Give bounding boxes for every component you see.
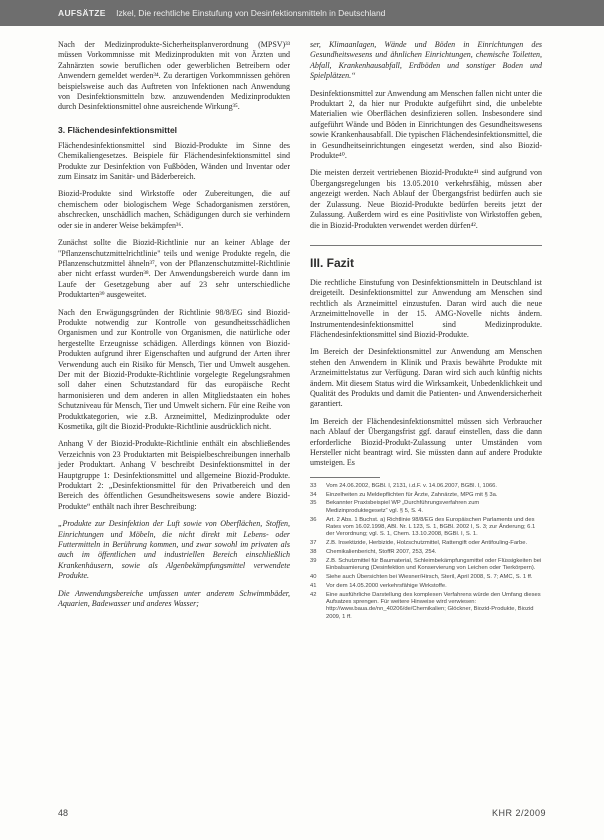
body-paragraph: Die meisten derzeit vertriebenen Biozid-Produkte⁴¹ sind aufgrund von Übergangsregelungen bis 13.05.2010 verkehrsfähig, müssen aber angezeigt werden. Nach Ablauf der Übergangsfrist bedürfen auch sie der Zulassung. Neue Biozid-Produkte bedürfen bereits jetzt der Zulassung. Außerdem wird es eine Positivliste von Wirkstoffen geben, die in Biozid-Produkten verwendet werden dürfen⁴². [310, 168, 542, 230]
footnote-text: Art. 2 Abs. 1 Buchst. a) Richtlinie 98/8/EG des Europäischen Parlaments und des Rates vom 16.02.1998, ABl. Nr. L 123, S. 1, BGBl. 2002 I, S. 3; zur Änderung; 6.1 der Verordnung; vgl. S. 1, Chem. 13.10.2008, BGBl. I, S. 1. [326, 516, 536, 538]
footnote-text: Z.B. Schutzmittel für Baumaterial, Schleimbekämpfungsmittel oder Flüssigkeiten bei Einbalsamierung (Desinfektion und Konservierung von Leichen oder Tierkörpern). [326, 557, 542, 572]
footnote-text: Z.B. Insektizide, Herbizide, Holzschutzmittel, Rattengift oder Antifouling-Farbe. [326, 540, 528, 547]
footnote-number: 36 [310, 516, 317, 523]
left-column [58, 40, 290, 617]
footnote-text: Chemikalienbericht, StoffR 2007, 253, 254. [326, 549, 437, 556]
footnote [310, 540, 542, 547]
footnote [310, 483, 542, 490]
footnote [310, 492, 542, 499]
section-heading-fazit: III. Fazit [310, 255, 355, 270]
footnote-text: Siehe auch Übersichten bei Wiesner/Hirsch, Steril, April 2008, S. 7; AMC, S. 1 ff. [326, 574, 533, 581]
footnote-number: 42 [310, 591, 317, 598]
header-section-label: AUFSÄTZE [58, 8, 106, 18]
header-title: Izkel, Die rechtliche Einstufung von Desinfektionsmitteln in Deutschland [116, 8, 386, 18]
body-paragraph: Desinfektionsmittel zur Anwendung am Menschen fallen nicht unter die Produktart 2, da hier nur Produkte aufgeführt sind, die unbelebte Materialien wie Oberflächen desinfizieren sollen. Insbesondere sind aufgeführt Wände und Böden in Einrichtungen des Gesundheitswesens sowie Krankenhausabfall. Die typischen Flächendesinfektionsmittel, die in Gesundheitseinrichtungen eingesetzt werden, sind also Biozid-Produkte⁴⁰. [310, 88, 542, 161]
footnote [310, 583, 542, 590]
footnote [310, 574, 542, 581]
footnote-text: Eine ausführliche Darstellung des komplexen Verfahrens würde den Umfang dieses Aufsatzes sprengen. Für weitere Hinweise wird verwiesen: http://www.baua.de/nn_40206/de/Chemikalien; Glöckner, Biozid-Produkte, Biozid 2009, 1 ff. [326, 591, 541, 620]
footnote-number: 40 [310, 574, 317, 581]
body-paragraph: Im Bereich der Flächendesinfektionsmittel müssen sich Verbraucher nach Ablauf der Übergangsfrist ggf. darauf einstellen, dass die dann erforderliche Biozid-Produkt-Zulassung unter Umständen vom Hersteller nicht beantragt wird. Sie müssten dann auf andere Produkte umsteigen. Es [310, 416, 542, 468]
footnote [310, 549, 542, 556]
quoted-definition: „Produkte zur Desinfektion der Luft sowie von Oberflächen, Stoffen, Einrichtungen und Möbeln, die nicht direkt mit Lebens- oder Futtermitteln in Berührung kommen, und zwar sowohl im privaten als auch im öffentlichen und industriellen Bereich einschließlich Krankenhäusern, sowie als Algenbekämpfungsmittel verwendete Produkte. [58, 519, 290, 581]
section-divider [310, 245, 542, 246]
footnote [310, 558, 542, 573]
footnote-number: 33 [310, 482, 317, 489]
running-header [0, 0, 604, 26]
section-heading-flaechendesinfektion: 3. Flächendesinfektionsmittel [58, 124, 178, 135]
footnote-number: 41 [310, 582, 317, 589]
footnote-text: Bekannter Praxisbeispiel WP „Durchführungsverfahren zum Medizinproduktegesetz“ vgl. § 5, S. 4. [326, 500, 480, 514]
footnote-number: 35 [310, 500, 317, 507]
footnote [310, 517, 542, 539]
body-paragraph: Nach den Erwägungsgründen der Richtlinie 98/8/EG sind Biozid-Produkte notwendig zur Kontrolle von gesundheitsschädlichen Organismen und zur Kontrolle von Organismen, die natürliche oder hergestellte Erzeugnisse schädigen. Allerdings können von Biozid-Produkten aufgrund ihrer Eigenschaften und aufgrund der Arten ihrer Verwendung auch ein Risiko für Mensch, Tier und Umwelt ausgehen. Der mit der Biozid-Produkte-Richtlinie vorgelegte Regelungsrahmen soll daher einen Schutzstandard für das europäische Recht harmonisieren und dem anderen in allen Mitgliedstaaten ein hohes Schutzniveau für Mensch, Tier und Umwelt sichern. Für eine Reihe von Produktkategorien, wie z.B. Arzneimittel, Medizinprodukte oder Kosmetika, gilt die Biozid-Produkte-Richtlinie ausdrücklich nicht. [58, 307, 290, 431]
page-number: 48 [58, 808, 69, 818]
footnotes [310, 483, 542, 621]
intro-paragraph: Nach der Medizinprodukte-Sicherheitsplanverordnung (MPSV)³³ müssen Vorkommnisse mit Medizinprodukten mit von Ärzten und Zahnärzten sowie beruflichen oder gewerblichen Betreibern oder Anwendern gemeldet werden³⁴. Zu derartigen Vorkommnissen gehören beispielsweise auch das Auftreten von Infektionen nach Anwendung von Desinfektionsmitteln bzw. anzuwendenden Medizinprodukten durch Desinfektionsmittel ohne ausreichende Wirkung³⁵. [58, 40, 290, 112]
body-paragraph: Flächendesinfektionsmittel sind Biozid-Produkte im Sinne des Chemikaliengesetzes. Beispiele für Flächendesinfektionsmittel sind Produkte zur Desinfektion von Fußböden, Wänden und Inventar oder zum Einsatz im Sanitär- und Bäderbereich. [58, 140, 290, 182]
journal-citation: KHR 2/2009 [491, 808, 546, 818]
body-paragraph: Biozid-Produkte sind Wirkstoffe oder Zubereitungen, die auf chemischem oder biologischem Wege Schadorganismen zerstören, abschrecken, unschädlich machen, Schädigungen durch sie verhindern oder sie in anderer Weise bekämpfen³⁶. [58, 189, 290, 230]
quoted-definition-end: ser, Klimaanlagen, Wände und Böden in Einrichtungen des Gesundheitswesens und ähnlichen Einrichtungen, chemische Toiletten, Abfall, Krankenhausabfall, Erdböden und sonstiger Boden und Spielplätzen.“ [310, 40, 542, 81]
footnote-text: Vom 24.06.2002, BGBl. I, 2131, i.d.F. v. 14.06.2007, BGBl. I, 1066. [326, 482, 498, 489]
body-paragraph: Im Bereich der Desinfektionsmittel zur Anwendung am Menschen stehen den Anwendern in Klinik und Praxis bewährte Produkte mit Arzneimittelstatus zur Verfügung. Daran wird sich auch künftig nichts ändern. Mit diesem Status wird die Wirksamkeit, Unbedenklichkeit und Qualität des Produkts und damit die Patienten- und Anwendersicherheit garantiert. [310, 347, 542, 409]
footnote-text: Einzelheiten zu Meldepflichten für Ärzte, Zahnärzte, MPG mit § 3a. [326, 491, 498, 498]
footnote-text: Vor dem 14.05.2000 verkehrsfähige Wirkstoffe. [326, 582, 447, 589]
footnote-divider [310, 477, 380, 478]
quoted-definition-continued: Die Anwendungsbereiche umfassen unter anderem Schwimmbäder, Aquarien, Badewasser und anderes Wasser; [58, 588, 290, 609]
footnote [310, 500, 542, 515]
footnote-number: 34 [310, 491, 317, 498]
page-footer [58, 808, 546, 822]
footnote-number: 39 [310, 557, 317, 564]
body-paragraph: Zunächst sollte die Biozid-Richtlinie nur an keiner Ablage der "Pflanzenschutzmittelrichtlinie" teils und wenige Produkte regeln, die Pflanzenschutzmittel ähneln³⁷, von der Pflanzenschutzmittel-Richtlinie aber nicht erfasst wurden³⁸. Der Anwendungsbereich wurde dann im Laufe der Gesetzgebung aber auf 23 sehr unterschiedliche Produktarten³⁹ ausgeweitet. [58, 238, 290, 300]
footnote-number: 37 [310, 540, 317, 547]
right-column [310, 40, 542, 623]
body-paragraph: Die rechtliche Einstufung von Desinfektionsmitteln in Deutschland ist dreigeteilt. Desinfektionsmittel zur Anwendung am Menschen sind rechtlich als Arzneimittel einzustufen. Daran wird auch die neue Arzneimittelnovelle in der 15. AMG-Novelle nichts ändern. Instrumentendesinfektionsmittel sind Medizinprodukte. Flächendesinfektionsmittel sind Biozid-Produkte. [310, 277, 542, 339]
body-paragraph: Anhang V der Biozid-Produkte-Richtlinie enthält ein abschließendes Verzeichnis von 23 Produktarten mit Beispielbeschreibungen innerhalb jeder Produktart. Anhang V beschreibt Desinfektionsmittel in der Hauptgruppe 1: Desinfektionsmittel und allgemeine Biozid-Produkte. Produktart 2: „Desinfektionsmittel für den Privatbereich und den Bereich des öffentlichen Gesundheitswesens sowie andere Biozid-Produkte“ enthält nach ihrer Beschreibung: [58, 439, 290, 511]
footnote-number: 38 [310, 549, 317, 556]
footnote [310, 592, 542, 622]
